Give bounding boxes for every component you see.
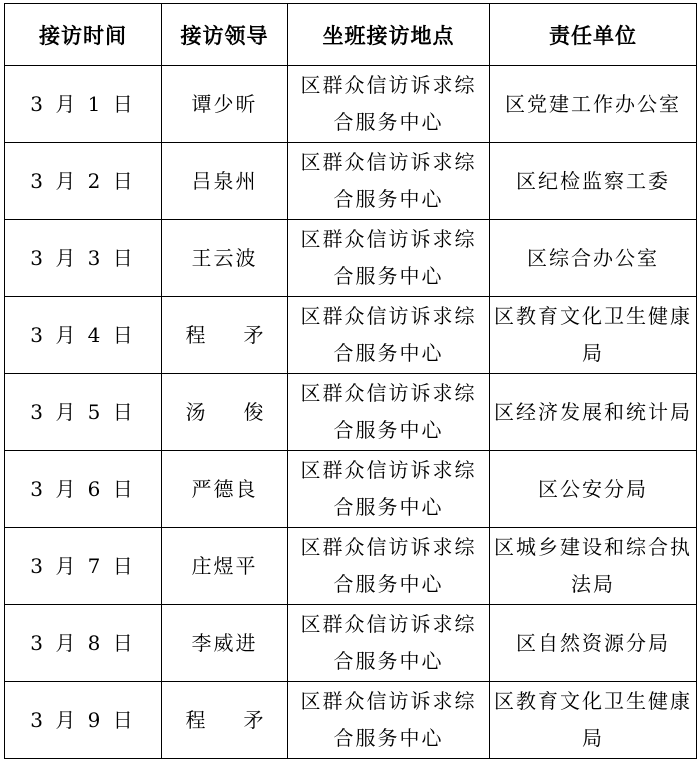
location-cell: 区群众信访诉求综合服务中心 — [288, 66, 490, 143]
leader-cell: 王云波 — [162, 220, 288, 297]
date-cell: 3 月 9 日 — [5, 682, 162, 759]
unit-cell: 区公安分局 — [490, 451, 697, 528]
date-cell: 3 月 8 日 — [5, 605, 162, 682]
date-cell: 3 月 5 日 — [5, 374, 162, 451]
table-body — [5, 66, 697, 759]
date-cell: 3 月 7 日 — [5, 528, 162, 605]
reception-schedule-table — [4, 3, 697, 759]
table-row — [5, 528, 697, 605]
date-cell: 3 月 6 日 — [5, 451, 162, 528]
date-cell: 3 月 1 日 — [5, 66, 162, 143]
table-header-row — [5, 4, 697, 66]
leader-cell: 程 矛 — [162, 297, 288, 374]
leader-cell: 谭少昕 — [162, 66, 288, 143]
table-row — [5, 297, 697, 374]
unit-cell: 区党建工作办公室 — [490, 66, 697, 143]
location-cell: 区群众信访诉求综合服务中心 — [288, 451, 490, 528]
leader-cell: 李威进 — [162, 605, 288, 682]
location-cell: 区群众信访诉求综合服务中心 — [288, 605, 490, 682]
location-cell: 区群众信访诉求综合服务中心 — [288, 374, 490, 451]
unit-cell: 区自然资源分局 — [490, 605, 697, 682]
date-cell: 3 月 3 日 — [5, 220, 162, 297]
header-reception-location: 坐班接访地点 — [288, 4, 490, 66]
header-reception-time: 接访时间 — [5, 4, 162, 66]
date-cell: 3 月 4 日 — [5, 297, 162, 374]
unit-cell: 区综合办公室 — [490, 220, 697, 297]
table-row — [5, 682, 697, 759]
table-row — [5, 220, 697, 297]
leader-cell: 汤 俊 — [162, 374, 288, 451]
unit-cell: 区教育文化卫生健康局 — [490, 297, 697, 374]
location-cell: 区群众信访诉求综合服务中心 — [288, 297, 490, 374]
location-cell: 区群众信访诉求综合服务中心 — [288, 143, 490, 220]
leader-cell: 严德良 — [162, 451, 288, 528]
unit-cell: 区城乡建设和综合执法局 — [490, 528, 697, 605]
leader-cell: 程 矛 — [162, 682, 288, 759]
header-reception-leader: 接访领导 — [162, 4, 288, 66]
table-row — [5, 451, 697, 528]
location-cell: 区群众信访诉求综合服务中心 — [288, 220, 490, 297]
date-cell: 3 月 2 日 — [5, 143, 162, 220]
table-row — [5, 605, 697, 682]
unit-cell: 区纪检监察工委 — [490, 143, 697, 220]
unit-cell: 区教育文化卫生健康局 — [490, 682, 697, 759]
header-responsible-unit: 责任单位 — [490, 4, 697, 66]
leader-cell: 庄煜平 — [162, 528, 288, 605]
leader-cell: 吕泉州 — [162, 143, 288, 220]
table-row — [5, 374, 697, 451]
table-row — [5, 66, 697, 143]
location-cell: 区群众信访诉求综合服务中心 — [288, 682, 490, 759]
unit-cell: 区经济发展和统计局 — [490, 374, 697, 451]
location-cell: 区群众信访诉求综合服务中心 — [288, 528, 490, 605]
table-row — [5, 143, 697, 220]
